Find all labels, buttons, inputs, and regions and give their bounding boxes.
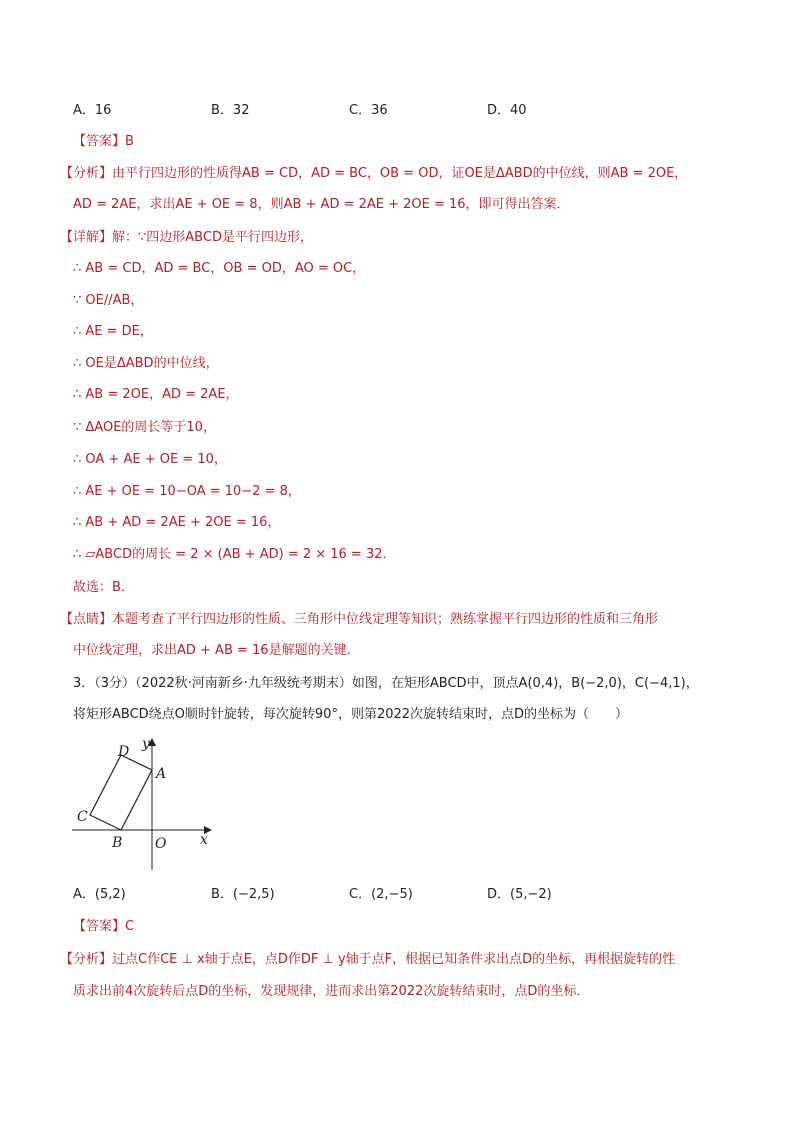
q2-option-b: B．32 xyxy=(211,103,250,118)
q2-step-9: ∴ AB + AD = 2AE + 2OE = 16， xyxy=(73,515,281,530)
q3-option-b: B．(−2,5) xyxy=(211,887,275,902)
q2-step-10: ∴ ▱ABCD的周长 = 2 × (AB + AD) = 2 × 16 = 32． xyxy=(73,547,396,562)
q2-detail-first: 【详解】解：∵四边形ABCD是平行四边形， xyxy=(60,230,313,245)
q2-analysis-line1: 【分析】由平行四边形的性质得AB = CD，AD = BC，OB = OD，证OE是ΔABD的中位线，则AB = 2OE， xyxy=(60,166,688,181)
q3-answer: 【答案】C xyxy=(73,919,135,934)
q3-stem-line1: 3．（3分）（2022秋·河南新乡·九年级统考期末）如图，在矩形ABCD中，顶点A(0,4)，B(−2,0)，C(−4,1)， xyxy=(73,676,699,691)
q2-option-a: A．16 xyxy=(73,103,112,118)
q2-step-8: ∴ AE + OE = 10−OA = 10−2 = 8， xyxy=(73,484,301,499)
q2-option-d: D．40 xyxy=(487,103,527,118)
rectangle-abcd xyxy=(90,755,152,830)
q2-step-7: ∴ OA + AE + OE = 10， xyxy=(73,452,227,467)
label-c: C xyxy=(77,809,88,825)
q2-comment-line2: 中位线定理，求出AD + AB = 16是解题的关键． xyxy=(73,643,360,658)
q2-step-6: ∵ ΔAOE的周长等于10， xyxy=(73,420,216,435)
label-b: B xyxy=(112,835,123,851)
label-a: A xyxy=(156,766,167,782)
q3-option-c: C．(2,−5) xyxy=(349,887,413,902)
q3-analysis-line2: 质求出前4次旋转后点D的坐标，发现规律，进而求出第2022次旋转结束时，点D的坐标． xyxy=(73,984,590,999)
q3-figure xyxy=(72,736,212,870)
q2-step-5: ∴ AB = 2OE，AD = 2AE， xyxy=(73,387,239,402)
q2-step-2: ∵ OE//AB， xyxy=(73,293,144,308)
q2-option-c: C．36 xyxy=(349,103,388,118)
q2-analysis-line2: AD = 2AE，求出AE + OE = 8，则AB + AD = 2AE + 2OE = 16，即可得出答案． xyxy=(73,197,570,212)
q2-options xyxy=(73,101,723,121)
q2-step-3: ∴ AE = DE， xyxy=(73,324,153,339)
q3-option-a: A．(5,2) xyxy=(73,887,126,902)
q3-option-d: D．(5,−2) xyxy=(487,887,552,902)
q2-answer: 【答案】B xyxy=(73,134,134,149)
q3-analysis-line1: 【分析】过点C作CE ⊥ x轴于点E，点D作DF ⊥ y轴于点F，根据已知条件求出点D的坐标，再根据旋转的性 xyxy=(60,952,676,967)
q2-conclusion: 故选：B． xyxy=(73,580,134,595)
q2-comment-line1: 【点睛】本题考查了平行四边形的性质、三角形中位线定理等知识；熟练掌握平行四边形的性质和三角形 xyxy=(60,612,659,627)
label-d: D xyxy=(118,744,130,760)
q2-step-1: ∴ AB = CD，AD = BC，OB = OD，AO = OC， xyxy=(73,261,366,276)
q2-step-4: ∴ OE是ΔABD的中位线， xyxy=(73,356,219,371)
q3-options xyxy=(73,885,723,905)
label-x: x xyxy=(200,832,208,848)
label-y: y xyxy=(142,736,150,752)
label-o: O xyxy=(155,836,167,852)
q3-stem-line2: 将矩形ABCD绕点O顺时针旋转，每次旋转90°，则第2022次旋转结束时，点D的坐标为（ ） xyxy=(73,707,629,722)
